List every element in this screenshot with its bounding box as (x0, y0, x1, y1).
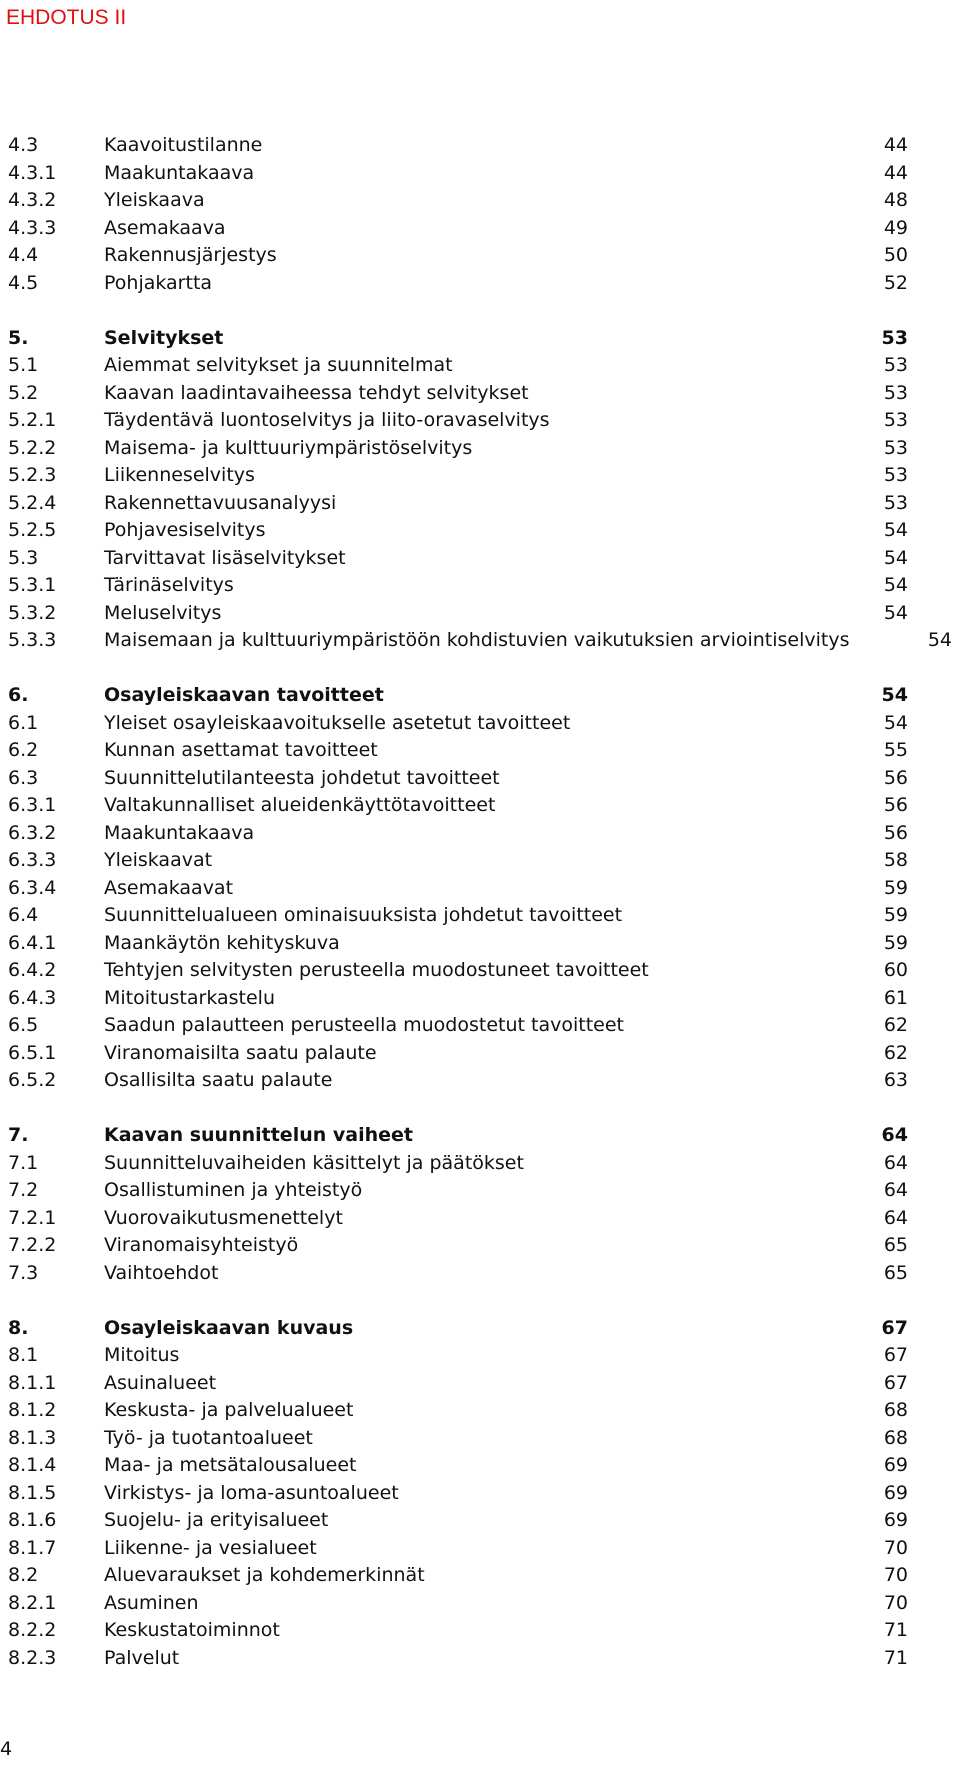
toc-entry[interactable] (8, 1452, 952, 1480)
toc-section (8, 682, 952, 1095)
toc-entry-title: Saadun palautteen perusteella muodostetut tavoitteet (104, 1014, 624, 1036)
table-of-contents (8, 132, 952, 1700)
toc-entry-title: Vaihtoehdot (104, 1261, 219, 1284)
toc-entry-number: 7.2 (8, 1179, 39, 1201)
toc-entry-title: Suunnittelualueen ominaisuuksista johdetut tavoitteet (104, 904, 623, 926)
toc-entry-page: 64 (881, 1124, 908, 1146)
toc-entry-page: 54 (881, 684, 908, 706)
toc-entry-title: Työ- ja tuotantoalueet (104, 1426, 313, 1449)
toc-entry[interactable] (8, 627, 952, 655)
toc-entry-page: 71 (883, 1646, 908, 1669)
toc-entry-title: Pohjavesiselvitys (104, 519, 266, 541)
toc-entry-number: 4.3 (8, 134, 39, 156)
toc-entry-title: Mitoitus (104, 1344, 180, 1366)
toc-entry-title: Valtakunnalliset alueidenkäyttötavoitteet (104, 794, 496, 816)
toc-entry-number: 8.2 (8, 1564, 39, 1586)
toc-entry[interactable] (8, 765, 952, 793)
toc-entry-number: 4.5 (8, 271, 39, 294)
toc-entry-number: 5.2.4 (8, 491, 57, 514)
toc-entry-page: 53 (883, 354, 908, 376)
toc-entry-number: 8. (8, 1316, 29, 1339)
toc-entry-title: Asuinalueet (104, 1371, 217, 1394)
toc-entry[interactable] (8, 902, 952, 930)
toc-entry-number: 8.1 (8, 1344, 39, 1366)
toc-section (8, 132, 952, 297)
toc-entry-page: 67 (883, 1344, 908, 1366)
toc-entry-title: Tärinäselvitys (104, 574, 234, 596)
toc-entry-title: Maakuntakaava (104, 161, 255, 184)
toc-entry-page: 54 (927, 629, 952, 651)
toc-entry-page: 68 (883, 1426, 908, 1449)
toc-entry[interactable] (8, 985, 952, 1013)
toc-entry-number: 5.3 (8, 546, 39, 569)
toc-entry-title: Kunnan asettamat tavoitteet (104, 739, 378, 761)
toc-entry-page: 69 (883, 1509, 908, 1531)
toc-entry[interactable] (8, 352, 952, 380)
toc-entry-number: 8.1.1 (8, 1371, 57, 1394)
toc-entry-number: 8.2.3 (8, 1646, 57, 1669)
toc-entry-page: 67 (881, 1316, 908, 1339)
toc-entry-number: 5.2.3 (8, 464, 57, 486)
toc-entry[interactable] (8, 820, 952, 848)
toc-entry-title: Maisemaan ja kulttuuriympäristöön kohdistuvien vaikutuksien arviointiselvitys (104, 629, 850, 651)
toc-entry[interactable] (8, 1205, 952, 1233)
toc-entry-page: 54 (883, 546, 908, 569)
toc-entry-number: 6.4.3 (8, 986, 57, 1009)
toc-entry-title: Liikenne- ja vesialueet (104, 1536, 317, 1559)
toc-entry[interactable] (8, 737, 952, 765)
toc-section (8, 1122, 952, 1287)
toc-entry[interactable] (8, 1617, 952, 1645)
toc-entry-number: 7.3 (8, 1261, 39, 1284)
toc-entry-page: 50 (883, 244, 908, 266)
toc-entry[interactable] (8, 1425, 952, 1453)
toc-entry-number: 7.2.2 (8, 1234, 57, 1256)
toc-entry-number: 7. (8, 1124, 29, 1146)
toc-entry-title: Palvelut (104, 1646, 180, 1669)
toc-entry-title: Keskusta- ja palvelualueet (104, 1399, 354, 1421)
toc-entry-number: 5.1 (8, 354, 39, 376)
toc-entry-page: 44 (883, 161, 908, 184)
toc-entry-title: Maakuntakaava (104, 821, 255, 844)
toc-entry-page: 67 (883, 1371, 908, 1394)
toc-entry-page: 56 (883, 794, 908, 816)
toc-entry[interactable] (8, 187, 952, 215)
toc-entry-page: 65 (883, 1261, 908, 1284)
toc-entry-title: Tarvittavat lisäselvitykset (104, 546, 346, 569)
toc-entry-page: 69 (883, 1481, 908, 1504)
toc-entry-number: 4.3.1 (8, 161, 57, 184)
toc-chapter-heading[interactable] (8, 1122, 952, 1150)
toc-entry-page: 53 (883, 381, 908, 404)
toc-entry-title: Selvitykset (104, 326, 224, 349)
toc-entry-number: 6.3 (8, 766, 39, 789)
toc-entry-number: 6.5 (8, 1014, 39, 1036)
toc-entry-page: 62 (883, 1014, 908, 1036)
toc-entry-title: Tehtyjen selvitysten perusteella muodostuneet tavoitteet (104, 959, 649, 981)
toc-entry-number: 8.1.7 (8, 1536, 57, 1559)
toc-entry[interactable] (8, 572, 952, 600)
toc-entry[interactable] (8, 1645, 952, 1673)
toc-entry-title: Suunnitteluvaiheiden käsittelyt ja päätökset (104, 1151, 524, 1174)
toc-entry-number: 8.1.5 (8, 1481, 57, 1504)
toc-entry-page: 56 (883, 821, 908, 844)
toc-entry-title: Rakennettavuusanalyysi (104, 491, 337, 514)
toc-entry-page: 62 (883, 1041, 908, 1064)
toc-entry-page: 54 (883, 711, 908, 734)
toc-entry[interactable] (8, 517, 952, 545)
toc-entry-number: 5.2.2 (8, 436, 57, 459)
toc-chapter-heading[interactable] (8, 682, 952, 710)
toc-entry-title: Maa- ja metsätalousalueet (104, 1454, 357, 1476)
toc-entry-number: 6.3.4 (8, 876, 57, 899)
toc-entry[interactable] (8, 1150, 952, 1178)
toc-entry-page: 54 (883, 601, 908, 624)
toc-entry-title: Suojelu- ja erityisalueet (104, 1509, 329, 1531)
toc-entry[interactable] (8, 1480, 952, 1508)
toc-entry-title: Pohjakartta (104, 271, 213, 294)
toc-entry-title: Kaavan suunnittelun vaiheet (104, 1124, 413, 1146)
toc-entry-page: 64 (883, 1151, 908, 1174)
toc-entry-page: 56 (883, 766, 908, 789)
toc-entry-number: 5.2 (8, 381, 39, 404)
toc-entry-page: 48 (883, 189, 908, 211)
toc-entry[interactable] (8, 1040, 952, 1068)
toc-entry-page: 59 (883, 876, 908, 899)
toc-entry-title: Rakennusjärjestys (104, 244, 277, 266)
toc-entry-page: 58 (883, 849, 908, 871)
toc-entry[interactable] (8, 1342, 952, 1370)
toc-entry-page: 54 (883, 519, 908, 541)
toc-section (8, 1315, 952, 1673)
toc-entry[interactable] (8, 1012, 952, 1040)
toc-entry-page: 53 (883, 464, 908, 486)
toc-entry[interactable] (8, 1370, 952, 1398)
toc-entry-title: Osayleiskaavan tavoitteet (104, 684, 384, 706)
toc-entry-number: 6.3.3 (8, 849, 57, 871)
toc-entry-title: Yleiset osayleiskaavoitukselle asetetut tavoitteet (104, 711, 571, 734)
toc-entry-number: 5.2.5 (8, 519, 57, 541)
toc-entry-title: Kaavan laadintavaiheessa tehdyt selvitykset (104, 381, 529, 404)
toc-entry-title: Yleiskaavat (104, 849, 213, 871)
toc-entry-page: 64 (883, 1179, 908, 1201)
toc-entry[interactable] (8, 1232, 952, 1260)
toc-entry[interactable] (8, 1507, 952, 1535)
toc-entry-number: 5.2.1 (8, 409, 57, 431)
toc-entry[interactable] (8, 242, 952, 270)
toc-entry-page: 68 (883, 1399, 908, 1421)
toc-entry[interactable] (8, 930, 952, 958)
toc-entry-number: 4.4 (8, 244, 39, 266)
toc-entry-title: Meluselvitys (104, 601, 222, 624)
toc-entry-page: 53 (881, 326, 908, 349)
toc-entry-number: 6.4 (8, 904, 39, 926)
toc-entry[interactable] (8, 1535, 952, 1563)
toc-entry-title: Liikenneselvitys (104, 464, 255, 486)
toc-entry-title: Vuorovaikutusmenettelyt (104, 1206, 343, 1229)
toc-entry-title: Viranomaisyhteistyö (104, 1234, 299, 1256)
toc-entry[interactable] (8, 462, 952, 490)
toc-entry-number: 6.5.2 (8, 1069, 57, 1091)
toc-entry[interactable] (8, 847, 952, 875)
toc-entry-page: 70 (883, 1591, 908, 1614)
toc-entry[interactable] (8, 600, 952, 628)
toc-entry-page: 63 (883, 1069, 908, 1091)
toc-entry-page: 71 (883, 1619, 908, 1641)
toc-entry-number: 5.3.2 (8, 601, 57, 624)
toc-entry-number: 5. (8, 326, 29, 349)
toc-entry-title: Mitoitustarkastelu (104, 986, 275, 1009)
toc-entry[interactable] (8, 407, 952, 435)
toc-entry-page: 60 (883, 959, 908, 981)
toc-entry-number: 8.1.3 (8, 1426, 57, 1449)
toc-entry[interactable] (8, 1067, 952, 1095)
page-number: 4 (0, 1738, 13, 1760)
toc-entry-title: Täydentävä luontoselvitys ja liito-oravaselvitys (104, 409, 550, 431)
toc-entry-page: 44 (883, 134, 908, 156)
toc-entry-page: 53 (883, 491, 908, 514)
toc-entry[interactable] (8, 1260, 952, 1288)
toc-entry[interactable] (8, 710, 952, 738)
toc-entry-number: 5.3.3 (8, 629, 57, 651)
toc-entry-page: 53 (883, 436, 908, 459)
toc-entry-title: Suunnittelutilanteesta johdetut tavoitteet (104, 766, 500, 789)
toc-entry-page: 64 (883, 1206, 908, 1229)
toc-entry-title: Osayleiskaavan kuvaus (104, 1316, 354, 1339)
toc-entry-title: Aiemmat selvitykset ja suunnitelmat (104, 354, 453, 376)
toc-entry-title: Kaavoitustilanne (104, 134, 263, 156)
toc-entry-title: Maisema- ja kulttuuriympäristöselvitys (104, 436, 473, 459)
toc-entry[interactable] (8, 1562, 952, 1590)
toc-entry-number: 6.5.1 (8, 1041, 57, 1064)
toc-entry-title: Asuminen (104, 1591, 199, 1614)
toc-entry[interactable] (8, 1177, 952, 1205)
toc-entry-number: 6.3.2 (8, 821, 57, 844)
toc-entry-title: Asemakaavat (104, 876, 234, 899)
toc-entry-number: 8.2.2 (8, 1619, 57, 1641)
toc-entry[interactable] (8, 545, 952, 573)
toc-entry-page: 61 (883, 986, 908, 1009)
toc-entry[interactable] (8, 957, 952, 985)
toc-entry-page: 52 (883, 271, 908, 294)
toc-entry-number: 6.3.1 (8, 794, 57, 816)
toc-entry-page: 54 (883, 574, 908, 596)
toc-entry-number: 7.1 (8, 1151, 39, 1174)
toc-entry-page: 59 (883, 904, 908, 926)
toc-entry-title: Maankäytön kehityskuva (104, 931, 340, 954)
toc-entry-page: 65 (883, 1234, 908, 1256)
toc-entry[interactable] (8, 435, 952, 463)
toc-entry-page: 59 (883, 931, 908, 954)
toc-entry-number: 4.3.3 (8, 216, 57, 239)
toc-entry-page: 49 (883, 216, 908, 239)
toc-entry-title: Osallistuminen ja yhteistyö (104, 1179, 363, 1201)
toc-entry-page: 70 (883, 1536, 908, 1559)
toc-section (8, 325, 952, 655)
toc-entry[interactable] (8, 490, 952, 518)
toc-entry-number: 6.4.2 (8, 959, 57, 981)
toc-entry[interactable] (8, 270, 952, 298)
toc-entry-number: 6.1 (8, 711, 39, 734)
toc-entry-title: Aluevaraukset ja kohdemerkinnät (104, 1564, 425, 1586)
toc-entry-number: 8.1.2 (8, 1399, 57, 1421)
toc-entry[interactable] (8, 215, 952, 243)
document-status-label: EHDOTUS II (6, 6, 127, 29)
toc-entry-number: 8.1.6 (8, 1509, 57, 1531)
toc-entry-number: 6.4.1 (8, 931, 57, 954)
toc-entry-number: 6.2 (8, 739, 39, 761)
toc-entry-title: Keskustatoiminnot (104, 1619, 280, 1641)
toc-entry-number: 7.2.1 (8, 1206, 57, 1229)
toc-entry-number: 5.3.1 (8, 574, 57, 596)
toc-entry-title: Asemakaava (104, 216, 226, 239)
toc-entry-page: 55 (883, 739, 908, 761)
toc-entry[interactable] (8, 132, 952, 160)
toc-chapter-heading[interactable] (8, 1315, 952, 1343)
toc-entry-number: 4.3.2 (8, 189, 57, 211)
toc-entry-number: 6. (8, 684, 29, 706)
toc-entry[interactable] (8, 1397, 952, 1425)
toc-entry-page: 69 (883, 1454, 908, 1476)
toc-entry-title: Yleiskaava (104, 189, 205, 211)
toc-entry-title: Viranomaisilta saatu palaute (104, 1041, 377, 1064)
toc-entry[interactable] (8, 1590, 952, 1618)
toc-entry[interactable] (8, 380, 952, 408)
toc-entry[interactable] (8, 792, 952, 820)
toc-entry-number: 8.1.4 (8, 1454, 57, 1476)
toc-entry-page: 53 (883, 409, 908, 431)
toc-entry-title: Virkistys- ja loma-asuntoalueet (104, 1481, 399, 1504)
toc-entry-page: 70 (883, 1564, 908, 1586)
toc-chapter-heading[interactable] (8, 325, 952, 353)
toc-entry-title: Osallisilta saatu palaute (104, 1069, 333, 1091)
toc-entry[interactable] (8, 160, 952, 188)
toc-entry[interactable] (8, 875, 952, 903)
toc-entry-number: 8.2.1 (8, 1591, 57, 1614)
